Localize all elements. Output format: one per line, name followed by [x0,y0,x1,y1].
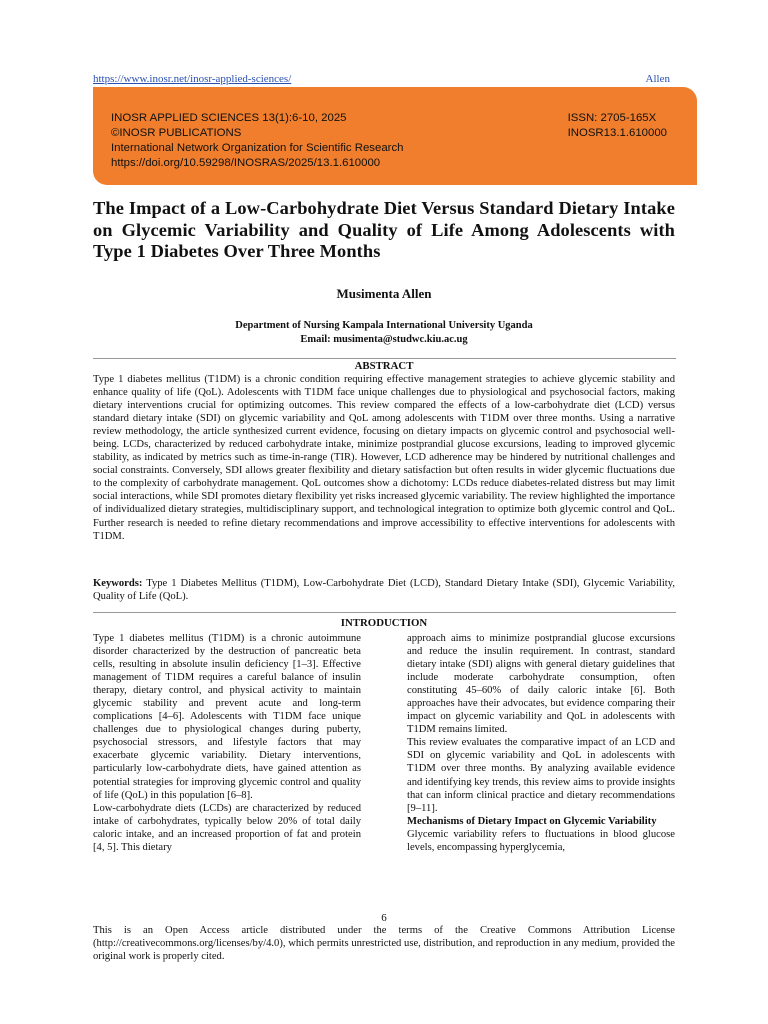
running-author: Allen [645,73,670,85]
affiliation-block [0,319,768,347]
intro-paragraph: Type 1 diabetes mellitus (T1DM) is a chronic autoimmune disorder characterized by the destruction of pancreatic beta cells, resulting in absolute insulin deficiency [1–3]. Effective management of T1DM requires a careful balance of insulin therapy, dietary control, and physical activity to maintain glycemic stability and prevent acute and long-term complications [4–6]. Adolescents with T1DM face unique challenges due to physiological changes during puberty, psychosocial stressors, and lifestyle factors that may exacerbate glycemic variability. Dietary interventions, particularly low-carbohydrate diets, have gained attention as potential strategies for improving glycemic control and quality of life (QoL) in this population [6–8]. [93,633,361,801]
mechanisms-paragraph: Glycemic variability refers to fluctuations in blood glucose levels, encompassing hyperglycemia, [407,828,675,853]
page-number: 6 [381,912,387,924]
intro-paragraph: approach aims to minimize postprandial glucose excursions and reduce the insulin requirement. In contrast, standard dietary intake (SDI) aligns with general dietary guidelines that include moderate carbohydrate consumption, often constituting 45–60% of daily caloric intake [6]. Both approaches have their advocates, but evidence comparing their impact on glycemic variability and QoL in adolescents with T1DM remains limited. [407,633,675,736]
abstract-heading: ABSTRACT [354,360,414,372]
organization: International Network Organization for Scientific Research [111,142,404,154]
journal-url-link[interactable]: https://www.inosr.net/inosr-applied-sciences/ [93,73,292,85]
keywords-list: Type 1 Diabetes Mellitus (T1DM), Low-Carbohydrate Diet (LCD), Standard Dietary Intake (SDI), Glycemic Variability, Quality of Life (QoL). [93,578,675,603]
banner-left [111,111,404,171]
abstract-top-rule [93,358,676,359]
author-email[interactable]: Email: musimenta@studwc.kiu.ac.ug [300,334,468,345]
intro-paragraph: Low-carbohydrate diets (LCDs) are characterized by reduced intake of carbohydrates, typically below 20% of total daily caloric intake, and an increased proportion of fat and protein [4, 5]. This dietary [93,802,361,853]
intro-column-right [407,632,675,854]
banner-right [568,111,667,141]
affiliation: Department of Nursing Kampala International University Uganda [235,320,533,331]
issn: ISSN: 2705-165X [567,112,657,124]
intro-column-left [93,632,361,854]
intro-top-rule [93,612,676,613]
keywords-label: Keywords: [93,578,143,589]
journal-banner [93,87,697,185]
license-notice: This is an Open Access article distributed under the terms of the Creative Commons Attribution License (http://creativecommons.org/licenses/by/4.0), which permits unrestricted use, distribution, and reproduction in any medium, provided the original work is properly cited. [93,925,675,963]
abstract-text: Type 1 diabetes mellitus (T1DM) is a chronic condition requiring effective management strategies to achieve glycemic stability and enhance quality of life (QoL). Adolescents with T1DM face unique challenges due to physiological and psychosocial factors, making dietary interventions crucial for optimizing outcomes. This review compared the effects of a low-carbohydrate diet (LCD) versus standard dietary intake (SDI) on glycemic variability and QoL among adolescents with T1DM over three months. Using a narrative review methodology, the article synthesized current evidence, focusing on dietary impacts on glycemic control and psychosocial well-being. LCDs, characterized by reduced carbohydrate intake, minimize postprandial glucose excursions, leading to improved glycemic stability, as indicated by metrics such as time-in-range (TIR). However, LCD adherence may be hindered by nutritional challenges and social constraints. Conversely, SDI allows greater flexibility and dietary satisfaction but often results in wider glycemic fluctuations due to the complexity of carbohydrate management. QoL outcomes show a dichotomy: LCDs reduce diabetes-related distress but may limit social interactions, while SDI promotes dietary flexibility yet risks increased glycemic variability. The review highlighted the importance of individualized dietary strategies, multidisciplinary support, and technological integration to optimize both glycemic control and QoL. Further research is needed to refine dietary recommendations and improve accessibility to effective interventions for adolescents with T1DM. [93,374,675,542]
intro-paragraph: This review evaluates the comparative impact of an LCD and SDI on glycemic variability and QoL in adolescents with T1DM over three months. By analyzing available evidence and identifying key trends, this review aims to provide insights that can inform clinical practice and dietary recommendations [9–11]. [407,737,675,814]
article-title: The Impact of a Low-Carbohydrate Diet Versus Standard Dietary Intake on Glycemic Variability and Quality of Life Among Adolescents with Type 1 Diabetes Over Three Months [93,198,675,261]
doi-link[interactable]: https://doi.org/10.59298/INOSRAS/2025/13.1.610000 [111,157,381,169]
article-code: INOSR13.1.610000 [567,127,667,139]
keywords [93,577,675,603]
journal-citation: INOSR APPLIED SCIENCES 13(1):6-10, 2025 [111,112,347,124]
publisher: ©INOSR PUBLICATIONS [111,127,242,139]
author-name: Musimenta Allen [336,286,432,301]
introduction-heading: INTRODUCTION [340,617,428,629]
mechanisms-subheading: Mechanisms of Dietary Impact on Glycemic Variability [407,815,657,827]
